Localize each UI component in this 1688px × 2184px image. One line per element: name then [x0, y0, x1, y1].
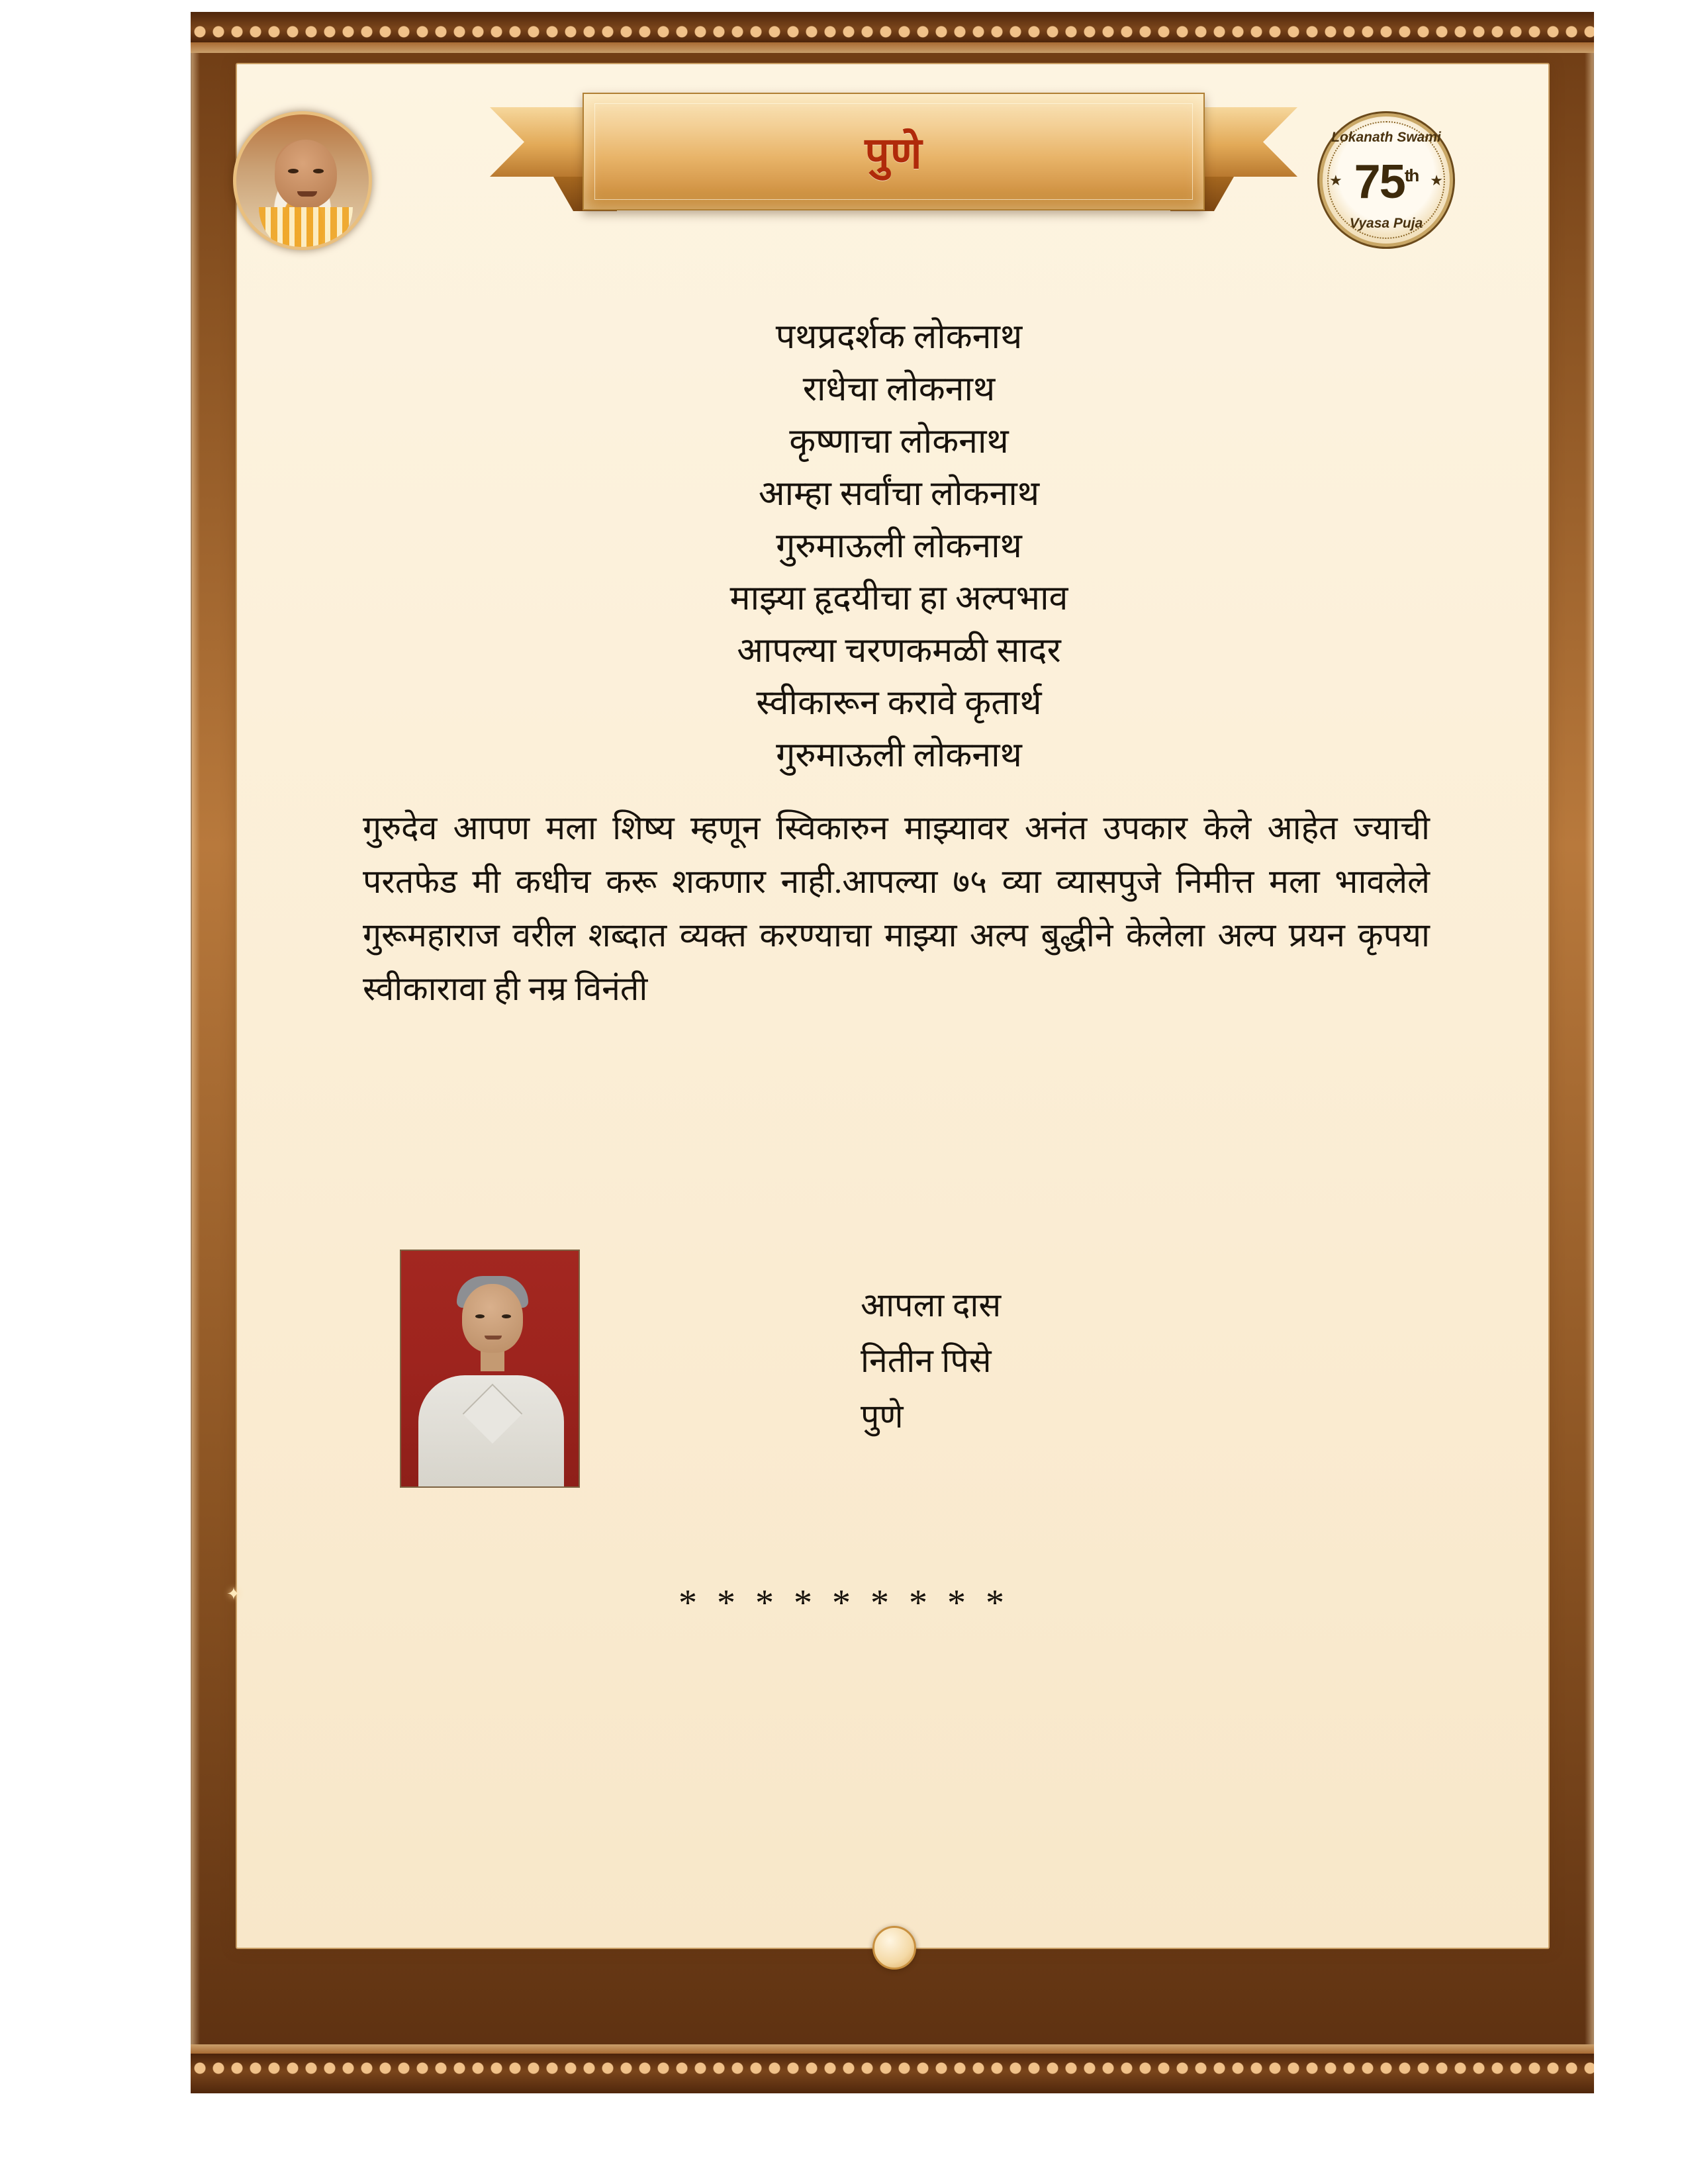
- signature-salutation: आपला दास: [861, 1287, 1002, 1324]
- poem-line: पथप्रदर्शक लोकनाथ: [775, 318, 1023, 356]
- portrait-face: [275, 140, 337, 208]
- guru-portrait-medallion: [233, 111, 372, 250]
- poem-line: गुरुमाऊली लोकनाथ: [776, 737, 1022, 775]
- signature-name: नितीन पिसे: [861, 1342, 992, 1379]
- logo-number-ordinal: th: [1404, 165, 1419, 185]
- poem-line: आम्हा सर्वांचा लोकनाथ: [758, 475, 1040, 514]
- star-icon-left: ★: [1329, 172, 1342, 189]
- portrait-eye-right: [313, 169, 324, 173]
- author-mouth: [485, 1336, 502, 1340]
- tribute-paragraph: गुरुदेव आपण मला शिष्य म्हणून स्विकारुन माझ्यावर अनंत उपकार केले आहेत ज्याची परतफेड मी कधीच करू शकणार नाही.आपल्या ७५ व्या व्यासपुजे निमीत्त मला भावलेले गुरूमहाराज वरील शब्दात व्यक्त करण्याचा माझ्या अल्प बुद्धीने केलेला अल्प प्रयन कृपया स्वीकारावा ही नम्र विनंती: [363, 809, 1430, 1008]
- vyasa-puja-75-logo: [1317, 111, 1455, 249]
- top-accent-band: [191, 42, 1594, 53]
- author-head: [462, 1284, 523, 1353]
- top-ornament-band: [191, 12, 1594, 42]
- author-eye-right: [502, 1314, 511, 1318]
- portrait-eye-left: [288, 169, 299, 173]
- ribbon-banner: [490, 93, 1297, 235]
- logo-bottom-text: Vyasa Puja: [1349, 216, 1423, 231]
- poem-line: गुरुमाऊली लोकनाथ: [776, 527, 1022, 566]
- bottom-pearl-ornament: [872, 1926, 916, 1970]
- bottom-accent-band: [191, 2044, 1594, 2054]
- document-body: [363, 311, 1435, 1016]
- signature-city: पुणे: [861, 1398, 904, 1435]
- bottom-ornament-band: [191, 2054, 1594, 2093]
- right-glow-strip: [1585, 53, 1594, 2044]
- left-glow-strip: [191, 53, 200, 2044]
- author-eye-left: [475, 1314, 485, 1318]
- portrait-mouth: [297, 191, 317, 197]
- logo-number-value: 75: [1354, 156, 1405, 208]
- ribbon-center-panel: [583, 93, 1205, 210]
- signature-block: [861, 1277, 1001, 1444]
- guru-portrait-photo: [236, 114, 369, 247]
- logo-top-text: Lokanath Swami: [1331, 130, 1441, 145]
- author-photo: [400, 1250, 580, 1488]
- footer-separator: * * * * * * * * *: [679, 1582, 1009, 1623]
- banner-title: पुणे: [865, 128, 923, 177]
- poem-line: माझ्या हृदयीचा हा अल्पभाव: [729, 580, 1068, 618]
- poem-line: आपल्या चरणकमळी सादर: [737, 632, 1061, 670]
- poem-line: स्वीकारून करावे कृतार्थ: [756, 684, 1042, 723]
- poem-block: [363, 311, 1435, 782]
- poem-line: राधेचा लोकनाथ: [802, 371, 996, 409]
- sparkle-icon: ✦: [226, 1584, 241, 1604]
- star-icon-right: ★: [1430, 172, 1443, 189]
- poem-line: कृष्णाचा लोकनाथ: [789, 423, 1009, 461]
- portrait-garland: [259, 207, 353, 250]
